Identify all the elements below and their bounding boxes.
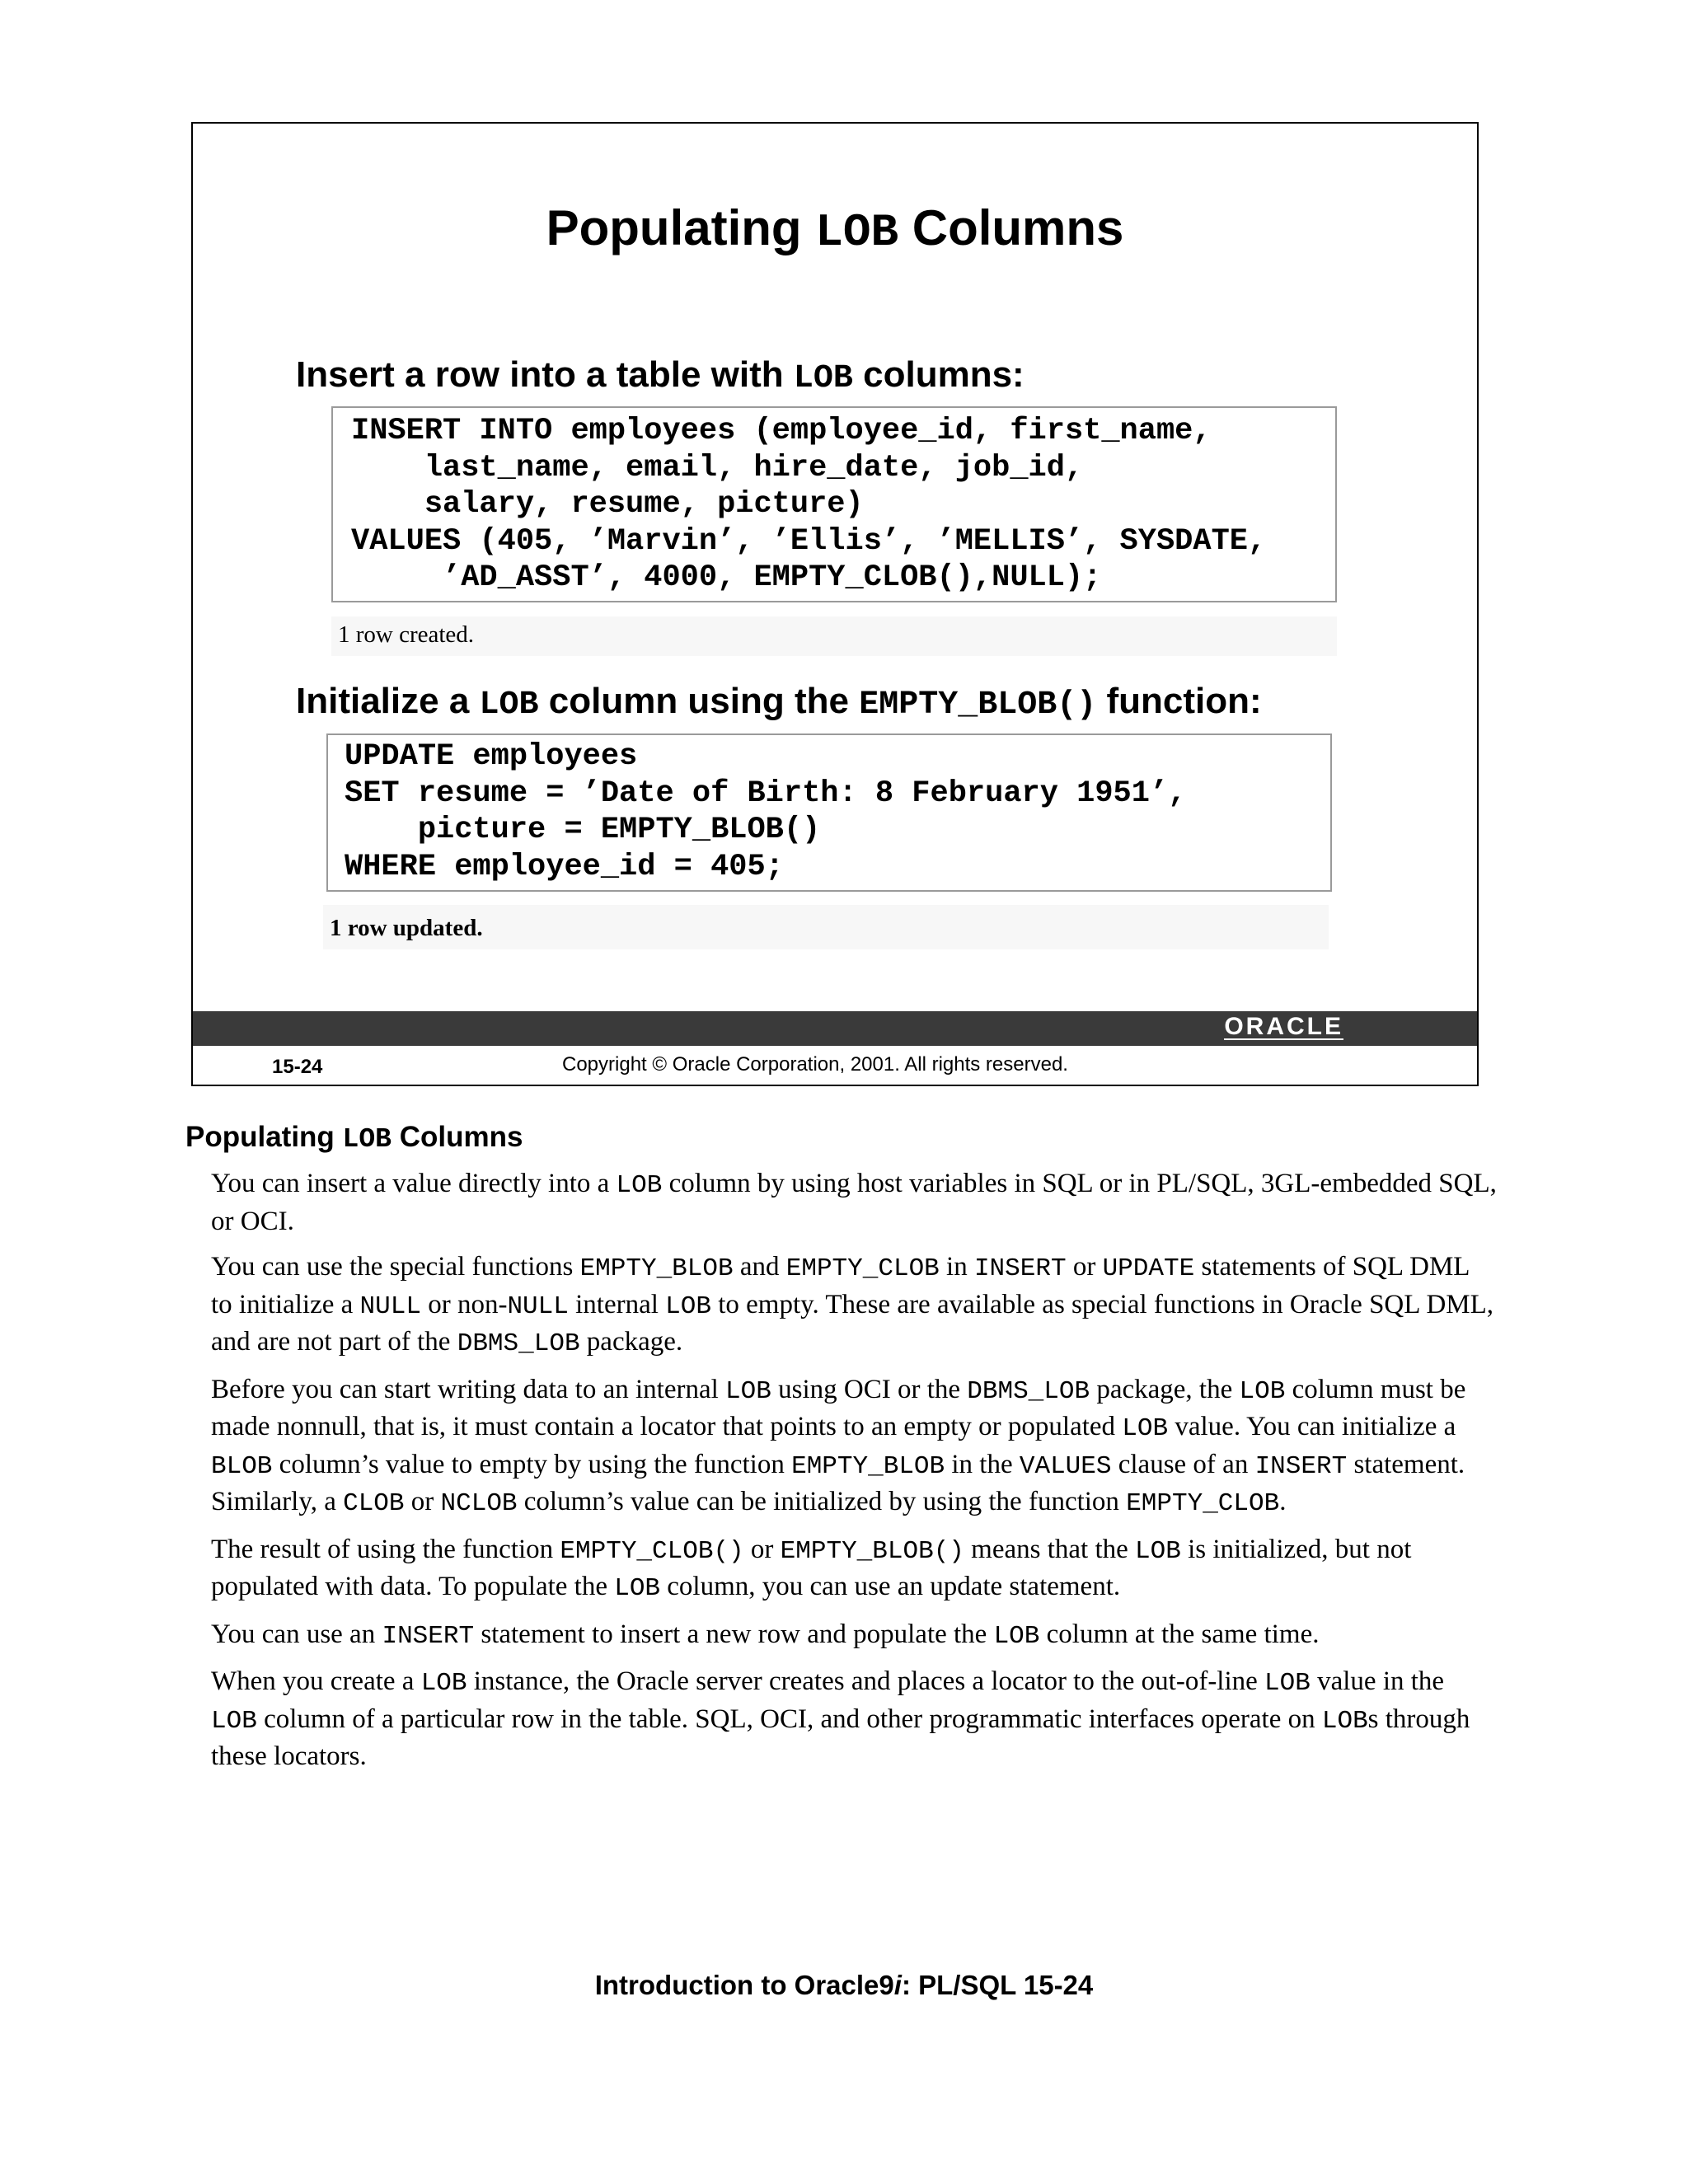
insert-code-block (331, 406, 1337, 602)
notes-paragraph: You can use an INSERT statement to insert a new row and populate the LOB column at the same time. (211, 1619, 1320, 1651)
slide-number: 15-24 (272, 1056, 323, 1078)
slide-title: Populating LOB Columns (546, 200, 1124, 259)
notes-heading: Populating LOB Columns (185, 1121, 523, 1155)
notes-paragraph: The result of using the function EMPTY_CLOB() or EMPTY_BLOB() means that the LOB is initialized, but not populated with data. To populate the LOB column, you can use an update statement. (211, 1534, 1412, 1603)
insert-code: INSERT INTO employees (employee_id, first_name, last_name, email, hire_date, job_id, salary, resume, picture) VALUES (405, ’Marvin’, ’Ellis’, ’MELLIS’, SYSDATE, ’AD_ASST’, 4000, EMPTY_CLOB(),NULL); (351, 414, 1267, 595)
notes-body (211, 1166, 1497, 1785)
copyright-notice: Copyright © Oracle Corporation, 2001. All rights reserved. (562, 1053, 1068, 1076)
insert-heading: Insert a row into a table with LOB columns: (296, 354, 1025, 397)
notes-paragraph: You can use the special functions EMPTY_BLOB and EMPTY_CLOB in INSERT or UPDATE statements of SQL DML to initialize a NULL or non-NULL internal LOB to empty. These are available as special functions in Oracle SQL DML, and are not part of the DBMS_LOB package. (211, 1252, 1494, 1358)
page-footer: Introduction to Oracle9i: PL/SQL 15-24 (594, 1970, 1094, 2000)
insert-result: 1 row created. (331, 616, 1337, 656)
update-code-block (326, 733, 1332, 892)
update-result: 1 row updated. (323, 905, 1329, 949)
notes-paragraph: Before you can start writing data to an internal LOB using OCI or the DBMS_LOB package, the LOB column must be made nonnull, that is, it must contain a locator that points to an empty or populated LOB value. You can initialize a BLOB column’s value to empty by using the function EMPTY_BLOB in the VALUES clause of an INSERT statement. Similarly, a CLOB or NCLOB column’s value can be initialized by using the function EMPTY_CLOB. (211, 1374, 1466, 1518)
initialize-heading: Initialize a LOB column using the EMPTY_BLOB() function: (296, 681, 1262, 724)
slide-frame (191, 122, 1479, 1086)
oracle-logo: ORACLE (1224, 1013, 1343, 1040)
notes-paragraph: When you create a LOB instance, the Oracle server creates and places a locator to the out-of-line LOB value in the LOB column of a particular row in the table. SQL, OCI, and other programmatic interfaces operate on LOBs through these locators. (211, 1666, 1470, 1771)
update-code: UPDATE employees SET resume = ’Date of Birth: 8 February 1951’, picture = EMPTY_BLOB() WHERE employee_id = 405; (345, 739, 1187, 884)
notes-paragraph: You can insert a value directly into a LOB column by using host variables in SQL or in PL/SQL, 3GL-embedded SQL, or OCI. (211, 1169, 1497, 1236)
